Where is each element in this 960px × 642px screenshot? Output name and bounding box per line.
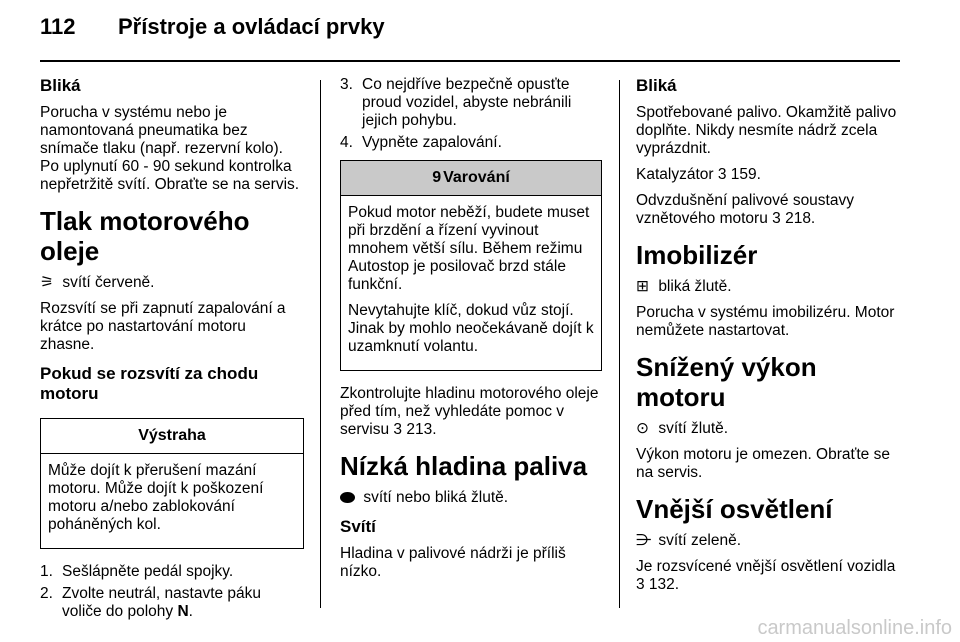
step-number: 1.: [40, 563, 53, 580]
page-title: Přístroje a ovládací prvky: [118, 14, 385, 39]
bleed-ref: Odvzdušnění palivové soustavy vznětového motoru 3 218.: [636, 192, 854, 227]
immobilizer-heading: Imobilizér: [636, 240, 758, 270]
fuel-warning-icon: [340, 492, 355, 503]
exterior-lights-heading: Vnější osvětlení: [636, 494, 833, 524]
watermark: carmanualsonline.info: [757, 617, 952, 639]
oil-description: Rozsvítí se při zapnutí zapalování a krátce po nastartování motoru zhasne.: [40, 300, 286, 353]
column-divider-1: [320, 80, 321, 608]
warning-box: [340, 160, 602, 371]
column-1: [40, 76, 304, 625]
low-fuel-heading: Nízká hladina paliva: [340, 451, 588, 481]
power-text: Výkon motoru je omezen. Obraťte se na servis.: [636, 446, 890, 481]
reduced-power-heading: Snížený výkon motoru: [636, 352, 817, 412]
oil-status-text: svítí červeně.: [62, 274, 155, 291]
step-text: Zvolte neutrál, nastavte páku voliče do polohy N.: [62, 585, 262, 620]
immobilizer-text: Porucha v systému imobilizéru. Motor nemůžete nastartovat.: [636, 304, 895, 339]
step-text: Co nejdříve bezpečně opusťte proud vozidel, abyste nebránili jejich pohybu.: [362, 76, 572, 129]
step-number: 3.: [340, 76, 353, 93]
warning-triangle-icon: 9: [432, 169, 442, 186]
power-status-text: svítí žlutě.: [658, 420, 729, 437]
immobilizer-status-text: bliká žlutě.: [658, 278, 732, 295]
lights-status-text: svítí zeleně.: [658, 532, 742, 549]
fuel-status-text: svítí nebo bliká žlutě.: [363, 489, 509, 506]
column-2: [340, 76, 602, 589]
lit-label: Svítí: [340, 517, 376, 536]
steps-list-2: [340, 76, 602, 152]
page-ref-icon: 3: [772, 210, 781, 227]
caution-box: [40, 418, 304, 549]
list-item: [340, 134, 602, 152]
page-number: 112: [40, 14, 76, 39]
blinks-label: Bliká: [40, 76, 81, 95]
page-ref-icon: 3: [393, 421, 403, 438]
list-item: [340, 76, 602, 130]
step-text: Sešlápněte pedál spojky.: [62, 563, 234, 580]
power-status: [636, 420, 902, 438]
page-ref-icon: 3: [717, 166, 727, 183]
step-number: 4.: [340, 134, 353, 151]
caution-text: Může dojít k přerušení mazání motoru. Může dojít k poškození motoru a/nebo zablokování poháněných kol.: [48, 462, 264, 533]
step-text: Vypněte zapalování.: [362, 134, 502, 151]
step-number: 2.: [40, 585, 53, 602]
blinks-label-2: Bliká: [636, 76, 677, 95]
warning-title-text: Varování: [443, 169, 510, 186]
blinks-text-2: Spotřebované palivo. Okamžitě palivo doplňte. Nikdy nesmíte nádrž zcela vyprázdnit.: [636, 104, 897, 157]
engine-power-icon: ⊙: [636, 420, 649, 437]
list-item: [40, 585, 304, 621]
immobilizer-status: [636, 278, 902, 296]
lights-status: [636, 532, 902, 550]
column-divider-2: [619, 80, 620, 608]
oil-can-icon: ⚞: [40, 274, 54, 291]
oil-status: [40, 274, 304, 292]
immobilizer-icon: ⊞: [636, 278, 649, 295]
check-oil-text: Zkontrolujte hladinu motorového oleje před tím, než vyhledáte pomoc v servisu 3 213.: [340, 385, 599, 438]
warning-text-2: Nevytahujte klíč, dokud vůz stojí. Jinak by mohlo neočekávaně dojít k uzamknutí volantu.: [348, 302, 594, 355]
warning-title: [341, 161, 601, 196]
column-3: [636, 76, 902, 602]
fuel-status: [340, 489, 602, 507]
oil-pressure-heading: Tlak motorového oleje: [40, 206, 250, 266]
warning-text-1: Pokud motor neběží, budete muset při brzdění a řízení vyvinout mnohem větší sílu. Během režimu Autostop je posilovač brzd stále funkční.: [348, 204, 590, 293]
caution-title: Výstraha: [41, 419, 303, 454]
list-item: [40, 563, 304, 581]
lit-text: Hladina v palivové nádrži je příliš nízko.: [340, 545, 566, 580]
blinks-text: Porucha v systému nebo je namontovaná pneumatika bez snímače tlaku (např. rezervní kolo). Po uplynutí 60 - 90 sekund kontrolka nepřetržitě svítí. Obraťte se na servis.: [40, 104, 300, 193]
if-lights-heading: Pokud se rozsvítí za chodu motoru: [40, 364, 259, 403]
exterior-light-icon: ⋺: [636, 532, 652, 549]
page-ref-icon: 3: [636, 576, 645, 593]
lights-text: Je rozsvícené vnější osvětlení vozidla 3 132.: [636, 558, 896, 593]
catalyst-ref: Katalyzátor 3 159.: [636, 166, 761, 183]
header-divider: [40, 60, 900, 62]
steps-list-1: [40, 563, 304, 621]
